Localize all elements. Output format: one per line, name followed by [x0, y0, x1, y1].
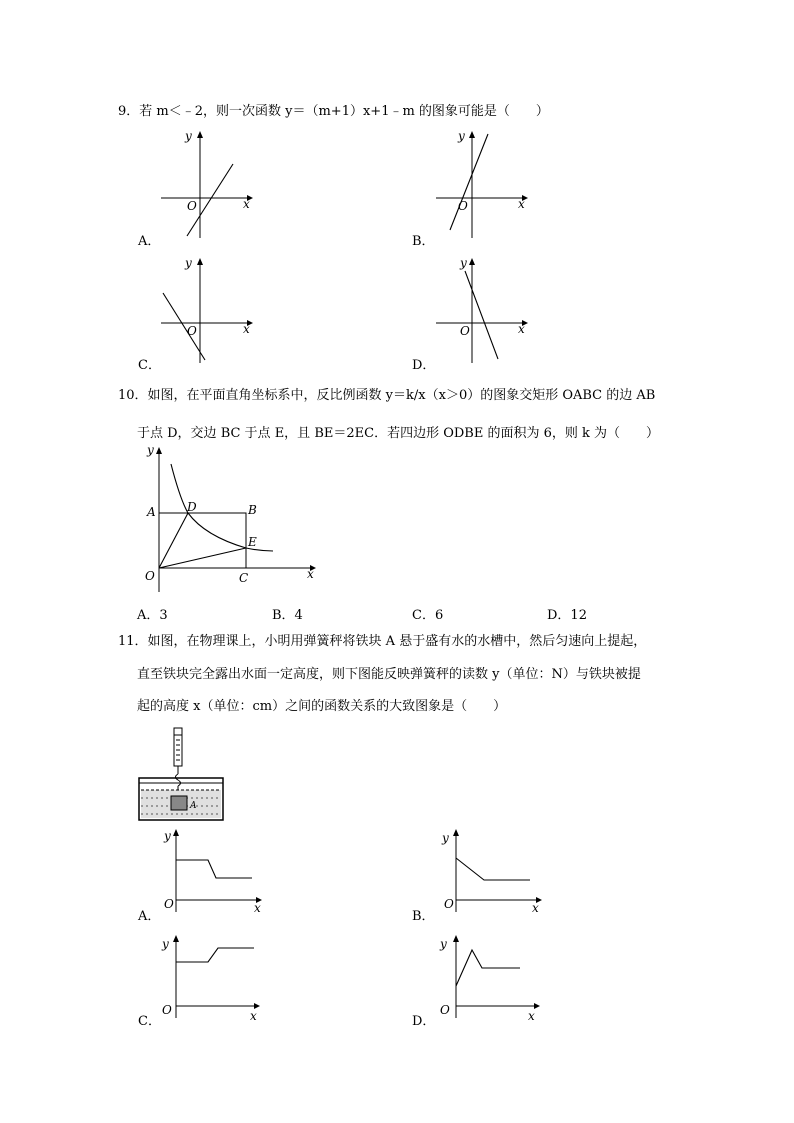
q10-option-b[interactable]: B．4 [272, 608, 303, 623]
q10-figure [135, 444, 325, 594]
q11-graph-d [438, 934, 548, 1024]
svg-text:O: O [145, 569, 155, 583]
svg-text:x: x [518, 197, 525, 211]
q11-graph-b [438, 828, 548, 918]
svg-text:y: y [185, 129, 192, 143]
q11-graph-c [158, 934, 268, 1024]
svg-text:x: x [250, 1009, 257, 1023]
svg-text:y: y [440, 937, 447, 951]
svg-text:O: O [164, 897, 174, 911]
q11-stem-line1: 11．如图，在物理课上，小明用弹簧秤将铁块 A 悬于盛有水的水槽中，然后匀速向上提起， [118, 634, 647, 649]
svg-text:y: y [458, 129, 465, 143]
svg-text:x: x [243, 197, 250, 211]
q9-graph-b [430, 128, 530, 243]
svg-text:O: O [187, 199, 197, 213]
q11-stem-line3: 起的高度 x（单位：cm）之间的函数关系的大致图象是（ ） [137, 699, 507, 714]
svg-text:O: O [440, 1003, 450, 1017]
svg-text:x: x [528, 1009, 535, 1023]
svg-text:y: y [460, 256, 467, 270]
svg-text:O: O [162, 1003, 172, 1017]
q9-graph-c [155, 255, 255, 365]
svg-text:O: O [460, 324, 470, 338]
svg-text:y: y [147, 443, 154, 457]
svg-text:x: x [307, 567, 314, 581]
q10-stem-line2: 于点 D，交边 BC 于点 E，且 BE＝2EC．若四边形 ODBE 的面积为 6，则 k 为（ ） [137, 426, 659, 441]
q10-option-d[interactable]: D．12 [547, 608, 587, 623]
q9-option-a[interactable]: A． [138, 234, 161, 249]
q10-option-a[interactable]: A．3 [137, 608, 168, 623]
svg-text:x: x [254, 901, 261, 915]
svg-text:A: A [190, 801, 197, 811]
q11-option-a[interactable]: A． [138, 909, 161, 924]
q11-water-tank-figure [138, 726, 228, 824]
svg-text:O: O [444, 897, 454, 911]
q11-option-c[interactable]: C． [138, 1014, 161, 1029]
svg-text:x: x [518, 322, 525, 336]
q10-stem-line1: 10．如图，在平面直角坐标系中，反比例函数 y＝k/x（x＞0）的图象交矩形 OABC 的边 AB [118, 388, 656, 403]
q11-graph-a [158, 828, 268, 918]
svg-text:B: B [248, 503, 257, 517]
svg-text:y: y [185, 256, 192, 270]
q9-graph-d [430, 255, 530, 365]
svg-text:O: O [458, 199, 468, 213]
q11-option-d[interactable]: D． [412, 1014, 436, 1029]
q9-option-b[interactable]: B． [412, 234, 435, 249]
svg-text:C: C [239, 571, 249, 585]
q10-option-c[interactable]: C．6 [412, 608, 444, 623]
svg-text:y: y [162, 937, 169, 951]
svg-text:y: y [442, 831, 449, 845]
q9-graph-a [155, 128, 255, 243]
q9-option-c[interactable]: C． [138, 358, 161, 373]
q11-stem-line2: 直至铁块完全露出水面一定高度，则下图能反映弹簧秤的读数 y（单位：N）与铁块被提 [137, 667, 641, 682]
svg-text:D: D [187, 500, 197, 514]
svg-text:x: x [243, 322, 250, 336]
svg-text:x: x [532, 901, 539, 915]
svg-text:E: E [248, 535, 257, 549]
svg-text:O: O [187, 324, 197, 338]
svg-text:y: y [164, 829, 171, 843]
q11-option-b[interactable]: B． [412, 909, 435, 924]
q9-option-d[interactable]: D． [412, 358, 436, 373]
svg-text:A: A [147, 505, 156, 519]
q9-stem: 9．若 m＜﹣2，则一次函数 y＝（m+1）x+1﹣m 的图象可能是（ ） [118, 104, 549, 119]
